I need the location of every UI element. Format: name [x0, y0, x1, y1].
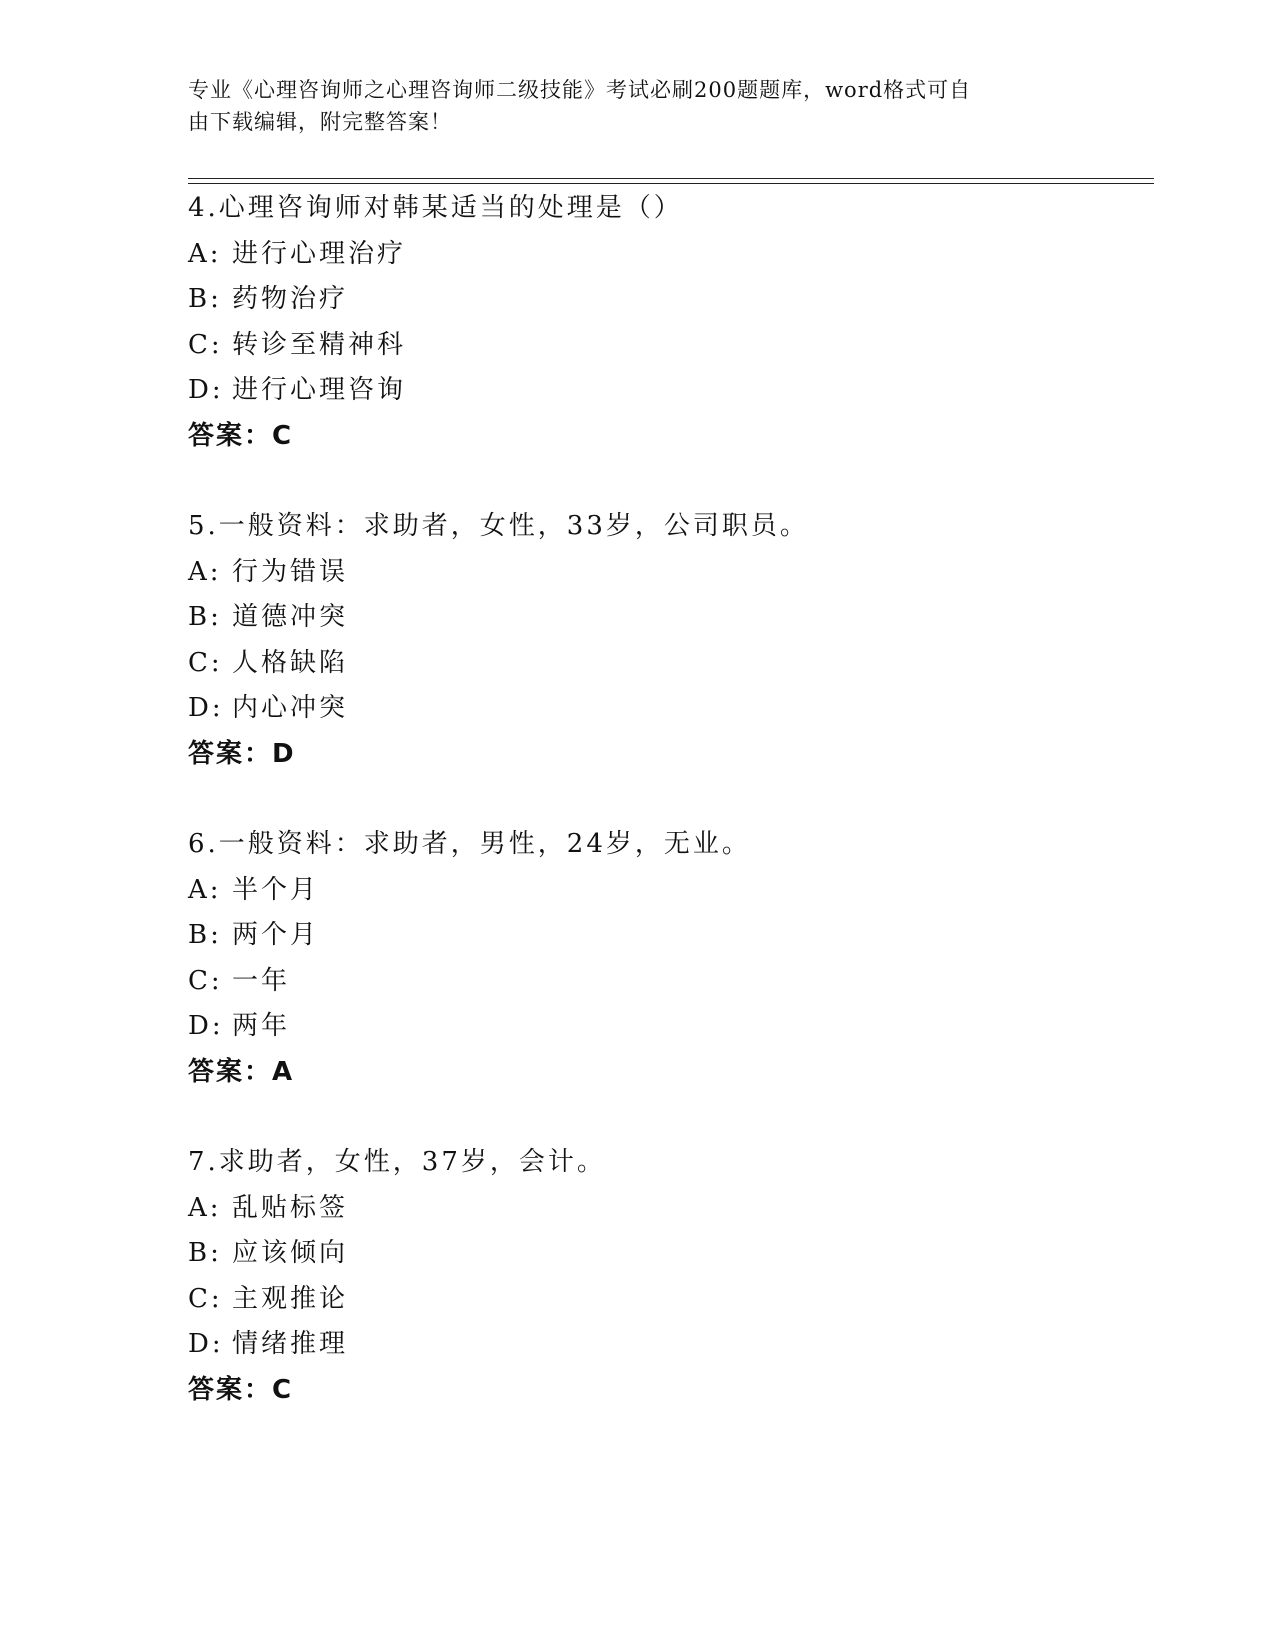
- option-d: [188, 1322, 1148, 1368]
- option-c: [188, 959, 1148, 1005]
- option-b: [188, 1231, 1148, 1277]
- option-text: 主观推论: [232, 1283, 349, 1314]
- option-key: A:: [188, 1192, 222, 1223]
- header-line-1: 专业《心理咨询师之心理咨询师二级技能》考试必刷200题题库，word格式可自: [188, 78, 972, 102]
- answer-label: 答案：: [188, 1056, 273, 1087]
- option-text: 药物治疗: [232, 284, 349, 314]
- option-a: [188, 868, 1148, 914]
- answer-label: 答案：: [188, 420, 273, 451]
- option-text: 情绪推理: [232, 1329, 349, 1359]
- option-text: 应该倾向: [232, 1238, 349, 1268]
- option-key: A:: [188, 874, 222, 905]
- question-stem: 7.求助者，女性，37岁，会计。: [188, 1147, 606, 1177]
- question-stem: 4.心理咨询师对韩某适当的处理是（）: [188, 193, 683, 223]
- option-text: 转诊至精神科: [232, 329, 407, 360]
- option-key: C:: [188, 965, 223, 996]
- answer-line: [188, 1050, 1148, 1096]
- option-text: 内心冲突: [232, 693, 349, 723]
- header-divider-top: [188, 178, 1154, 179]
- option-c: [188, 1277, 1148, 1323]
- question-block: [188, 504, 1148, 777]
- option-key: B:: [188, 602, 222, 632]
- option-c: [188, 323, 1148, 369]
- option-d: [188, 1004, 1148, 1050]
- option-text: 行为错误: [232, 556, 349, 587]
- document-header: [188, 74, 1068, 138]
- option-key: C:: [188, 647, 223, 678]
- question-block: [188, 822, 1148, 1095]
- option-key: D:: [188, 1011, 224, 1041]
- option-d: [188, 686, 1148, 732]
- option-key: D:: [188, 1329, 224, 1359]
- option-key: B:: [188, 1238, 222, 1268]
- question-stem: 5.一般资料：求助者，女性，33岁，公司职员。: [188, 511, 809, 541]
- question-stem: 6.一般资料：求助者，男性，24岁，无业。: [188, 829, 751, 859]
- option-text: 进行心理咨询: [232, 375, 407, 405]
- option-b: [188, 277, 1148, 323]
- option-b: [188, 913, 1148, 959]
- question-block: [188, 1140, 1148, 1413]
- answer-value: D: [272, 738, 296, 769]
- option-text: 两个月: [232, 920, 320, 950]
- option-d: [188, 368, 1148, 414]
- option-text: 一年: [232, 965, 291, 996]
- answer-value: C: [272, 420, 294, 451]
- header-divider-bottom: [188, 183, 1154, 184]
- option-c: [188, 641, 1148, 687]
- option-text: 乱贴标签: [232, 1192, 349, 1223]
- answer-line: [188, 1368, 1148, 1414]
- option-text: 两年: [232, 1011, 291, 1041]
- option-text: 人格缺陷: [232, 647, 349, 678]
- option-key: D:: [188, 693, 224, 723]
- answer-line: [188, 414, 1148, 460]
- option-text: 道德冲突: [232, 602, 349, 632]
- option-text: 进行心理治疗: [232, 238, 407, 269]
- option-key: C:: [188, 1283, 223, 1314]
- option-key: D:: [188, 375, 224, 405]
- option-a: [188, 232, 1148, 278]
- option-text: 半个月: [232, 874, 320, 905]
- option-a: [188, 1186, 1148, 1232]
- option-key: C:: [188, 329, 223, 360]
- option-key: B:: [188, 284, 222, 314]
- option-key: A:: [188, 556, 222, 587]
- answer-value: A: [272, 1056, 295, 1087]
- answer-label: 答案：: [188, 1374, 273, 1405]
- question-block: [188, 186, 1148, 459]
- option-b: [188, 595, 1148, 641]
- answer-line: [188, 732, 1148, 778]
- header-line-2: 由下载编辑，附完整答案！: [188, 110, 452, 134]
- option-key: A:: [188, 238, 222, 269]
- answer-value: C: [272, 1374, 294, 1405]
- option-key: B:: [188, 920, 222, 950]
- option-a: [188, 550, 1148, 596]
- answer-label: 答案：: [188, 738, 273, 769]
